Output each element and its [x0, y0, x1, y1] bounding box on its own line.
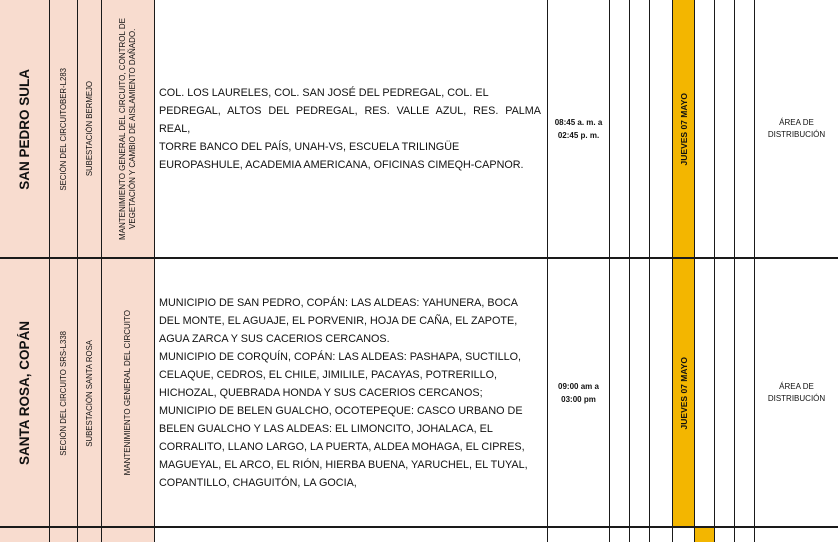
day-cell [673, 259, 695, 527]
time-start: 09:00 am a [558, 382, 599, 391]
area-label: ÁREA DE DISTRIBUCIÓN [767, 382, 826, 403]
empty-cell [735, 259, 755, 527]
description-line: TORRE BANCO DEL PAÍS, UNAH-VS, ESCUELA TRILINGÜE [159, 141, 460, 153]
description-line: MUNICIPIO DE BELEN GUALCHO, OCOTEPEQUE: CASCO URBANO DE [159, 405, 523, 417]
day-cell [673, 0, 695, 258]
description-line: MUNICIPIO DE SAN PEDRO, COPÁN: LAS ALDEAS: YAHUNERA, BOCA [159, 297, 518, 309]
description-line: AGUA ZARCA Y SUS CACERIOS CERCANOS. [159, 333, 390, 345]
empty-cell [630, 259, 650, 527]
description-line: EUROPASHULE, ACADEMIA AMERICANA, OFICINAS CIMEQH-CAPNOR. [159, 159, 524, 171]
area-cell [755, 259, 838, 527]
empty-cell [650, 528, 673, 542]
section-cell [50, 528, 78, 542]
empty-cell [610, 0, 630, 258]
time-cell [548, 259, 610, 527]
substation-cell [78, 528, 102, 542]
circuit-section: SECIÓN DEL CIRCUITOBER-L283 [59, 67, 68, 191]
description-line: PEDREGAL, ALTOS DEL PEDREGAL, RES. VALLE AZUL, RES. PALMA REAL, [159, 105, 541, 135]
description-cell [155, 259, 548, 527]
time-cell [548, 528, 610, 542]
city-cell [0, 259, 50, 527]
area-cell [755, 528, 838, 542]
time-end: 02:45 p. m. [557, 131, 600, 140]
empty-cell [695, 259, 715, 527]
description-line: CELAQUE, CEDROS, EL CHILE, JIMILILE, PACAYAS, POTRERILLO, [159, 369, 497, 381]
empty-cell [673, 528, 695, 542]
empty-cell [610, 259, 630, 527]
empty-cell [650, 0, 673, 258]
empty-cell [630, 528, 650, 542]
maintenance-cell [102, 0, 155, 258]
empty-cell [715, 528, 735, 542]
empty-cell [630, 0, 650, 258]
maintenance-cell [102, 259, 155, 527]
circuit-section: SECIÓN DEL CIRCUITO SRS-L338 [59, 330, 68, 456]
empty-cell [610, 528, 630, 542]
description-line: CORRALITO, LLANO LARGO, LA PUERTA, ALDEA MOHAGA, EL CIPRES, [159, 441, 525, 453]
section-cell [50, 0, 78, 258]
time-cell [548, 0, 610, 258]
description-line: MAGUEYAL, EL ARCO, EL RIÓN, HIERBA BUENA, YARUCHEL, EL TUYAL, [159, 459, 528, 471]
description-line: MUNICIPIO DE CORQUÍN, COPÁN: LAS ALDEAS: PASHAPA, SUCTILLO, [159, 351, 521, 363]
description-line: COPANTILLO, CHAGUITÓN, LA GOCIA, [159, 477, 357, 489]
day-label: JUEVES 07 MAYO [678, 92, 689, 166]
maintenance-type: MANTENIMIENTO GENERAL DEL CIRCUITO, CONTROL DE VEGETACIÓN Y CAMBIO DE AISLAMIENTO DAÑADO. [118, 18, 137, 240]
substation-cell [78, 0, 102, 258]
empty-cell [695, 0, 715, 258]
maintenance-cell [102, 528, 155, 542]
affected-areas [159, 84, 541, 174]
schedule-row-partial [0, 528, 838, 542]
substation-name: SUBESTACIÓN BERMEJO [85, 81, 94, 177]
time-range [548, 259, 609, 527]
description-cell [155, 528, 548, 542]
description-line: COL. LOS LAURELES, COL. SAN JOSÉ DEL PEDREGAL, COL. EL [159, 87, 489, 99]
substation-cell [78, 259, 102, 527]
area-cell [755, 0, 838, 258]
city-cell [0, 528, 50, 542]
section-cell [50, 259, 78, 527]
city-name: SAN PEDRO SULA [17, 68, 32, 190]
schedule-row-1 [0, 0, 838, 258]
maintenance-type: MANTENIMIENTO GENERAL DEL CIRCUITO [123, 310, 132, 476]
day-cell [695, 528, 715, 542]
description-cell [155, 0, 548, 258]
time-range [548, 0, 609, 258]
schedule-row-2 [0, 259, 838, 527]
day-label: JUEVES 07 MAYO [678, 356, 689, 430]
empty-cell [735, 0, 755, 258]
city-name: SANTA ROSA, COPÁN [17, 320, 32, 465]
affected-areas [159, 294, 541, 492]
empty-cell [715, 259, 735, 527]
area-label: ÁREA DE DISTRIBUCIÓN [767, 118, 826, 139]
time-start: 08:45 a. m. a [554, 118, 603, 127]
description-line: HICHOZAL, QUEBRADA HONDA Y SUS CACERIOS CERCANOS; [159, 387, 483, 399]
empty-cell [735, 528, 755, 542]
empty-cell [650, 259, 673, 527]
city-cell [0, 0, 50, 258]
time-end: 03:00 pm [561, 395, 596, 404]
description-line: BELEN GUALCHO Y LAS ALDEAS: EL LIMONCITO, JOHALACA, EL [159, 423, 493, 435]
description-line: DEL MONTE, EL AGUAJE, EL PORVENIR, HOJA DE CAÑA, EL ZAPOTE, [159, 315, 518, 327]
substation-name: SUBESTACIÓN SANTA ROSA [85, 339, 94, 447]
empty-cell [715, 0, 735, 258]
